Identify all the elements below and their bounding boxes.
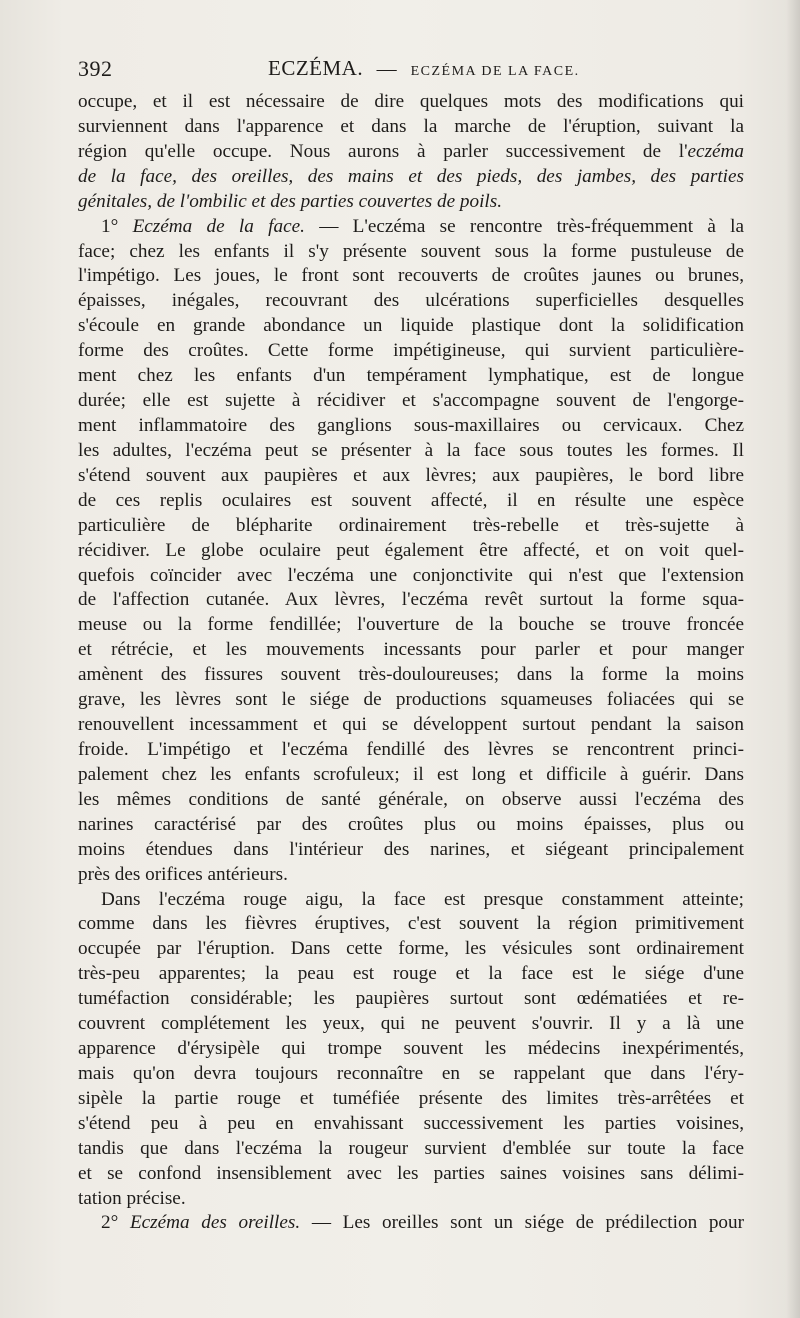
text-line [78,1037,744,1062]
text-line [78,289,744,314]
text-segment: — L'eczéma se rencontre très-fréquemment à la [304,215,744,237]
text-segment: moins étendues dans l'intérieur des narines, et siégeant principalement [78,838,744,860]
text-segment: occupe, et il est nécessaire de dire quelques mots des modifications qui [78,91,744,112]
text-line [78,364,744,389]
text-line [78,937,744,962]
text-segment: froide. L'impétigo et l'eczéma fendillé des lèvres se rencontrent princi- [78,738,744,760]
text-segment: les adultes, l'eczéma peut se présenter à la face sous toutes les formes. Il [78,439,744,461]
text-segment: 2° [101,1212,130,1234]
text-segment: tuméfaction considérable; les paupières surtout sont œdématiées et re- [78,988,744,1010]
text-segment: quefois coïncider avec l'eczéma une conjonctivite qui n'est que l'extension [78,564,744,586]
text-segment: narines caractérisé par des croûtes plus ou moins épaisses, plus ou [78,813,744,835]
text-line [78,638,744,663]
text-line [78,738,744,763]
text-line [78,264,744,289]
text-segment: apparence d'érysipèle qui trompe souvent les médecins inexpérimentés, [78,1038,744,1060]
text-segment: récidiver. Le globe oculaire peut également être affecté, et on voit quel- [78,539,744,561]
text-segment: durée; elle est sujette à récidiver et s'accompagne souvent de l'engorge- [78,390,744,412]
text-segment: surviennent dans l'apparence et dans la marche de l'éruption, suivant la [78,115,744,137]
text-line [78,838,744,863]
text-segment: tation précise. [78,1187,186,1209]
text-line [78,240,744,265]
text-segment: les mêmes conditions de santé générale, on observe aussi l'eczéma des [78,788,744,810]
text-line [78,1137,744,1162]
text-segment: grave, les lèvres sont le siége de productions squameuses foliacées qui se [78,689,744,711]
text-line [78,888,744,913]
text-segment: comme dans les fièvres éruptives, c'est souvent la région primitivement [78,913,744,935]
text-segment: très-peu apparentes; la peau est rouge et la face est le siége d'une [78,963,744,985]
text-line [78,1087,744,1112]
text-line [78,613,744,638]
text-line [78,389,744,414]
running-header [78,56,742,86]
text-segment: tandis que dans l'eczéma la rougeur survient d'emblée sur toute la face [78,1137,744,1159]
text-line [78,115,744,140]
text-segment: et se confond insensiblement avec les parties saines voisines sans délimi- [78,1162,744,1184]
running-title-sub: ECZÉMA DE LA FACE. [410,64,580,79]
text-segment: et rétrécie, et les mouvements incessants pour parler et pour manger [78,639,744,661]
text-segment: couvrent complétement les yeux, qui ne peuvent s'ouvrir. Il y a là une [78,1013,744,1035]
text-line [78,1162,744,1187]
text-segment: meuse ou la forme fendillée; l'ouverture de la bouche se trouve froncée [78,614,744,636]
text-segment: s'étend peu à peu en envahissant successivement les parties voisines, [78,1112,744,1134]
text-line [78,165,744,190]
text-line [78,962,744,987]
text-segment: forme des croûtes. Cette forme impétigineuse, qui survient particulière- [78,340,744,362]
text-segment: sipèle la partie rouge et tuméfiée présente des limites très-arrêtées et [78,1087,744,1109]
text-segment: mais qu'on devra toujours reconnaître en se rappelant que dans l'éry- [78,1062,744,1084]
running-title [268,56,580,81]
text-segment: Dans l'eczéma rouge aigu, la face est presque constamment atteinte; [101,888,744,910]
text-segment: ment chez les enfants d'un tempérament lymphatique, est de longue [78,365,744,387]
text-line [78,763,744,788]
text-line [78,414,744,439]
text-segment: près des orifices antérieurs. [78,863,288,885]
text-segment: de ces replis oculaires est souvent affecté, il en résulte une espèce [78,489,744,511]
text-segment: de l'affection cutanée. Aux lèvres, l'eczéma revêt surtout la forme squa- [78,589,744,611]
text-line [78,190,744,215]
text-line [78,1187,744,1212]
italic-segment: Eczéma des oreilles. [129,1212,301,1234]
page-edge-shadow [786,0,800,1318]
text-line [78,215,744,240]
text-segment: amènent des fissures souvent très-douloureuses; dans la forme la moins [78,664,744,686]
text-segment: ment inflammatoire des ganglions sous-maxillaires ou cervicaux. Chez [78,414,744,436]
text-line [78,539,744,564]
text-line [78,813,744,838]
text-line [78,713,744,738]
text-segment: particulière de blépharite ordinairement très-rebelle et très-sujette à [78,514,744,536]
text-line [78,314,744,339]
body-text [78,90,744,1236]
italic-segment: de la face, des oreilles, des mains et des pieds, des jambes, des parties [78,165,744,187]
text-segment: face; chez les enfants il s'y présente souvent sous la forme pustuleuse de [78,240,744,262]
text-line [78,489,744,514]
text-line [78,514,744,539]
text-line [78,912,744,937]
text-line [78,1062,744,1087]
text-line [78,588,744,613]
text-segment: région qu'elle occupe. Nous aurons à parler successivement de l' [78,140,688,162]
text-segment: palement chez les enfants scrofuleux; il est long et difficile à guérir. Dans [78,763,744,785]
text-line [78,987,744,1012]
text-line [78,663,744,688]
text-line [78,1012,744,1037]
text-segment: — Les oreilles sont un siége de prédilection pour [300,1212,744,1234]
text-line [78,439,744,464]
text-segment: renouvellent incessamment et qui se développent surtout pendant la saison [78,714,744,736]
text-line [78,1211,744,1236]
italic-segment: génitales, de l'ombilic et des parties couvertes de poils. [78,190,503,212]
text-line [78,863,744,888]
italic-segment: eczéma [687,140,744,162]
text-line [78,140,744,165]
italic-segment: Eczéma de la face. [132,215,305,237]
text-line [78,339,744,364]
text-line [78,688,744,713]
page-number: 392 [78,56,113,81]
text-line [78,90,744,115]
text-segment: s'écoule en grande abondance un liquide plastique dont la solidification [78,315,744,337]
text-segment: occupée par l'éruption. Dans cette forme, les vésicules sont ordinairement [78,938,744,960]
text-segment: épaisses, inégales, recouvrant des ulcérations superficielles desquelles [78,290,744,312]
text-segment: 1° [101,215,133,237]
text-line [78,1112,744,1137]
text-line [78,788,744,813]
text-line [78,564,744,589]
text-segment: l'impétigo. Les joues, le front sont recouverts de croûtes jaunes ou brunes, [78,265,744,287]
text-line [78,464,744,489]
text-segment: s'étend souvent aux paupières et aux lèvres; aux paupières, le bord libre [78,464,744,486]
running-title-main: ECZÉMA. [268,56,364,80]
running-title-separator: — [376,58,398,80]
